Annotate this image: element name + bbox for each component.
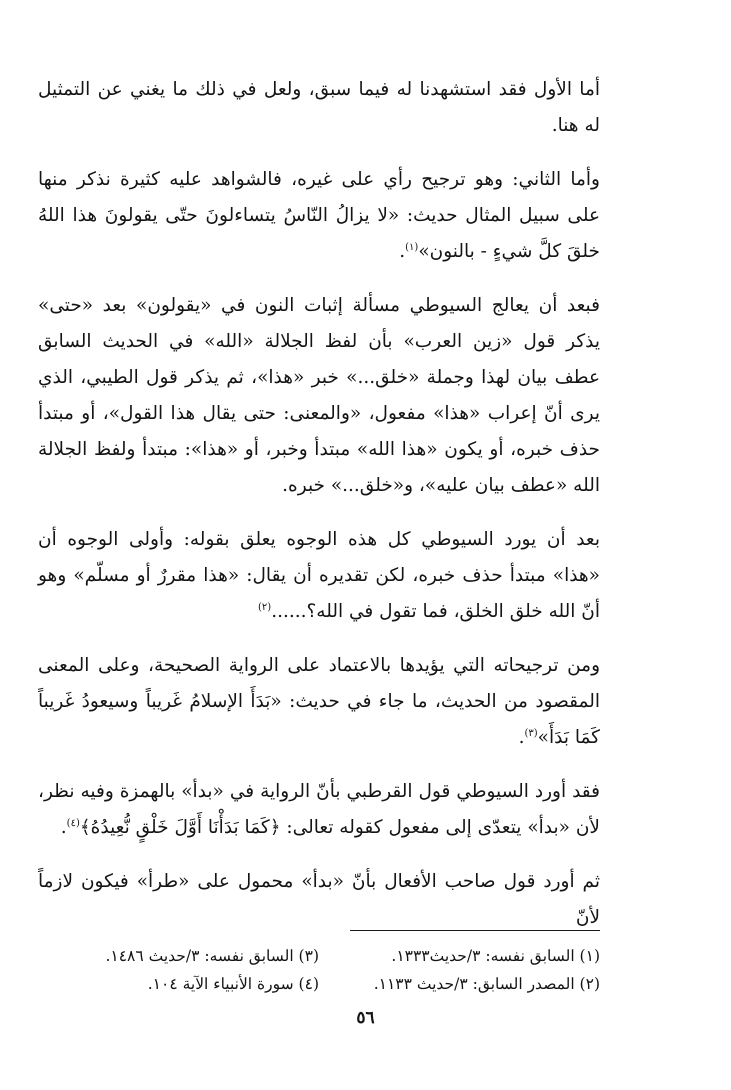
paragraph-4-text: بعد أن يورد السيوطي كل هذه الوجوه يعلق بقوله: وأولى الوجوه أن «هذا» مبتدأ حذف خبره، لكن تقديره أن يقال: «هذا مقررٌ أو مسلّم» وهو أنّ الله خلق الخلق، فما تقول في الله؟...... <box>38 529 600 622</box>
paragraph-5: ومن ترجيحاته التي يؤيدها بالاعتماد على الرواية الصحيحة، وعلى المعنى المقصود من الحديث، ما جاء في حديث: «بَدَأَ الإسلامُ غَريباً وسيعودُ غَريباً كَمَا بَدَأَ»$^{(٣)}$. <box>38 655 600 748</box>
footnote-ref-3: (٣) <box>524 727 538 739</box>
footnotes <box>38 942 600 998</box>
paragraph-3 <box>38 288 600 504</box>
paragraph-2-text: وأما الثاني: وهو ترجيح رأي على غيره، فالشواهد عليه كثيرة نذكر منها على سبيل المثال حديث: «لا يزالُ النّاسُ يتساءلونَ حتّى يقولونَ هذا اللهُ خلقَ كلَّ شيءٍ - بالنون» <box>38 169 600 262</box>
paragraph-6: فقد أورد السيوطي قول القرطبي بأنّ الرواية في «بدأ» بالهمزة وفيه نظر، لأن «بدأ» يتعدّى إلى مفعول كقوله تعالى: ﴿كَمَا بَدَأْنَا أَوَّلَ خَلْقٍ نُّعِيدُهُ﴾$^{(٤)}$. <box>38 781 600 838</box>
footnote-3: (٣) السابق نفسه: ٣/حديث ١٤٨٦. <box>105 947 319 965</box>
paragraph-3-text: فبعد أن يعالج السيوطي مسألة إثبات النون في «يقولون» بعد «حتى» يذكر قول «زين العرب» بأن لفظ الجلالة «الله» في الحديث السابق عطف بيان لهذا وجملة «خلق...» خبر «هذا»، ثم يذكر قول الطيبي، الذي يرى أنّ إعراب «هذا» مفعول، «والمعنى: حتى يقال هذا القول»، أو مبتدأ حذف خبره، أو يكون «هذا الله» مبتدأ وخبر، أو «هذا»: مبتدأ ولفظ الجلالة الله «عطف بيان عليه»، و«خلق...» خبره. <box>38 295 600 496</box>
paragraph-4 <box>38 522 600 630</box>
paragraph-5-text: ومن ترجيحاته التي يؤيدها بالاعتماد على الرواية الصحيحة، وعلى المعنى المقصود من الحديث، ما جاء في حديث: «بَدَأَ الإسلامُ غَريباً وسيعودُ غَريباً كَمَا بَدَأَ» <box>38 655 600 748</box>
paragraph-6-text: فقد أورد السيوطي قول القرطبي بأنّ الرواية في «بدأ» بالهمزة وفيه نظر، لأن «بدأ» يتعدّى إلى مفعول كقوله تعالى: ﴿كَمَا بَدَأْنَا أَوَّلَ خَلْقٍ نُّعِيدُهُ﴾ <box>38 781 600 838</box>
footnote-separator <box>350 930 600 931</box>
paragraph-7 <box>38 864 600 936</box>
paragraph-2: وأما الثاني: وهو ترجيح رأي على غيره، فالشواهد عليه كثيرة نذكر منها على سبيل المثال حديث: «لا يزالُ النّاسُ يتساءلونَ حتّى يقولونَ هذا اللهُ خلقَ كلَّ شيءٍ - بالنون»$^{(١)}$. <box>38 169 600 262</box>
footnote-ref-2: (٢) <box>258 601 272 613</box>
paragraph-1 <box>38 72 600 144</box>
footnote-ref-4: (٤) <box>66 817 80 829</box>
footnote-row-1 <box>38 942 600 970</box>
paragraph-7-text: ثم أورد قول صاحب الأفعال بأنّ «بدأ» محمول على «طرأ» فيكون لازماً لأنّ <box>38 871 600 928</box>
footnote-4: (٤) سورة الأنبياء الآية ١٠٤. <box>147 975 319 993</box>
footnote-row-2 <box>38 970 600 998</box>
paragraph-1-text: أما الأول فقد استشهدنا له فيما سبق، ولعل في ذلك ما يغني عن التمثيل له هنا. <box>38 79 600 136</box>
page-number: ٥٦ <box>356 1008 375 1028</box>
footnote-ref-1: (١) <box>405 241 419 253</box>
body-text <box>38 72 600 954</box>
footnote-1: (١) السابق نفسه: ٣/حديث١٣٣٣. <box>391 947 600 965</box>
footnote-2: (٢) المصدر السابق: ٣/حديث ١١٣٣. <box>373 975 600 993</box>
